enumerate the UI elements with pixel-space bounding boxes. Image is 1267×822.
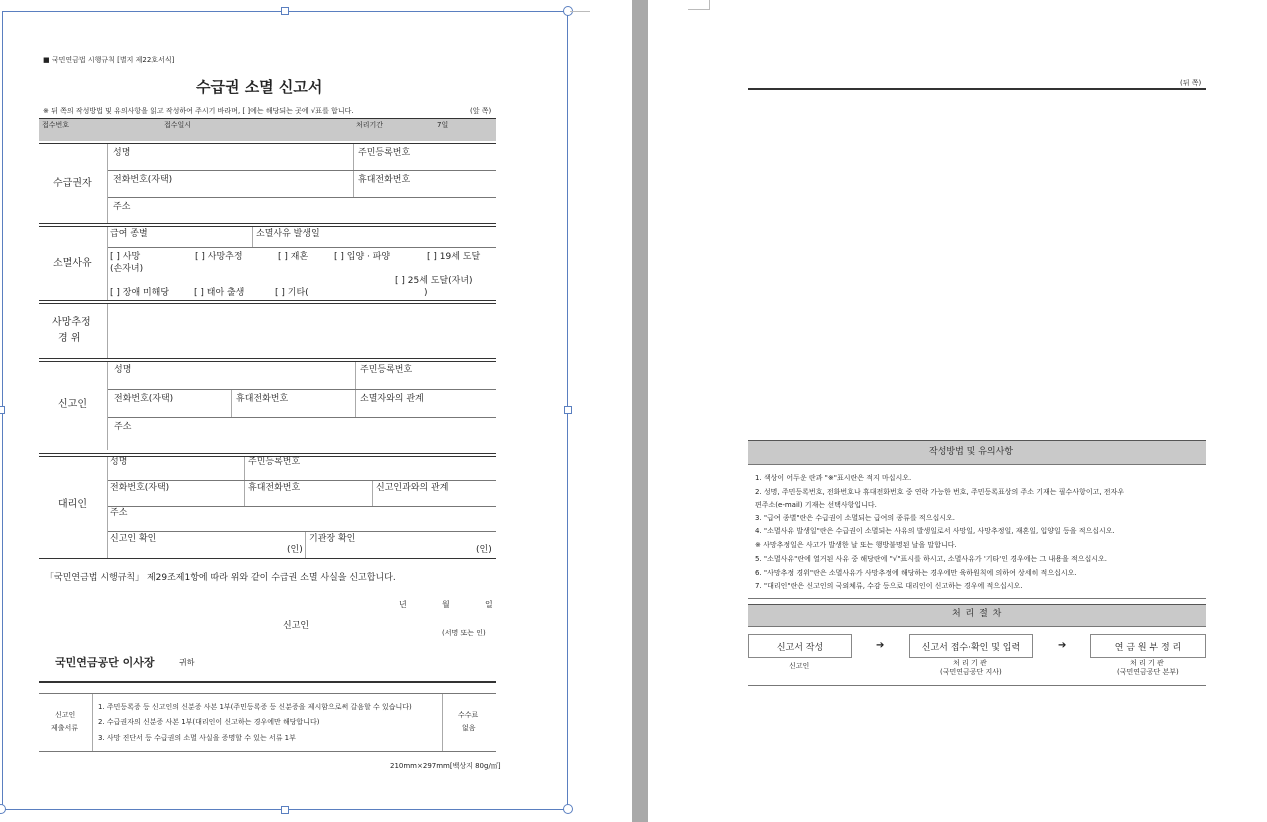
checkbox-other[interactable]: [ ] 기타( [275, 288, 309, 298]
rule [39, 300, 496, 301]
rule [748, 598, 1206, 599]
rule [92, 694, 93, 751]
agent-name-field[interactable]: 성명 [110, 457, 128, 467]
rule [107, 457, 108, 558]
rule [39, 681, 496, 683]
guide-item-2: 2. 성명, 주민등록번호, 전화번호나 휴대전화번호 중 연락 가능한 번호, 주민등록표상의 주소 기재는 필수사항이고, 전자우 [755, 488, 1125, 496]
form-title: 수급권 소멸 신고서 [196, 78, 323, 96]
guide-item-5: 5. "소멸사유"란에 열거된 사유 중 해당란에 "√"표시를 하시고, 소멸사유가 '기타'인 경우에는 그 내용을 적으십시오. [755, 555, 1108, 563]
checkbox-remarriage[interactable]: [ ] 재혼 [278, 252, 309, 262]
rule [305, 532, 306, 558]
rule [39, 223, 496, 224]
corner-crop-mark [688, 0, 710, 10]
checkbox-age19[interactable]: [ ] 19세 도달 [427, 252, 481, 262]
reporter-address-field[interactable]: 주소 [114, 422, 132, 432]
resize-handle-bottom-left[interactable] [0, 804, 6, 814]
benefit-type-field[interactable]: 급여 종별 [110, 229, 148, 239]
fee-value: 없음 [462, 724, 476, 732]
rule [355, 362, 356, 418]
rule [442, 694, 443, 751]
process-step-3-actor: 처 리 기 관 [1130, 659, 1164, 667]
declaration-text: 「국민연금법 시행규칙」 제29조제1항에 따라 위와 같이 수급권 소멸 사실을 신고합니다. [45, 573, 396, 583]
reporter-mobile-field[interactable]: 휴대전화번호 [236, 394, 289, 404]
rule [39, 358, 496, 359]
checkbox-presumed-death[interactable]: [ ] 사망추정 [195, 252, 243, 262]
rule [39, 751, 496, 752]
docs-item-1: 1. 주민등록증 등 신고인의 신분증 사본 1부(주민등록증 등 신분증을 제시함으로써 갈음할 수 있습니다) [98, 703, 412, 711]
rule [252, 227, 253, 247]
process-step-3-label: 연 금 원 부 정 리 [1114, 642, 1182, 653]
beneficiary-mobile-field[interactable]: 휴대전화번호 [358, 175, 411, 185]
checkbox-fetus-birth[interactable]: [ ] 태아 출생 [194, 288, 245, 298]
reporter-name-field[interactable]: 성명 [114, 365, 132, 375]
recipient-suffix: 귀하 [179, 658, 195, 667]
checkbox-death[interactable]: [ ] 사망 [110, 252, 141, 262]
agent-mobile-field[interactable]: 휴대전화번호 [248, 483, 301, 493]
docs-label-2: 제출서류 [51, 724, 79, 732]
process-step-3 [1090, 634, 1206, 658]
rule [39, 453, 496, 454]
rule [107, 304, 108, 358]
receipt-band [39, 118, 496, 141]
rule [107, 362, 108, 450]
presumed-death-label-1: 사망추정 [52, 317, 91, 328]
resize-handle-right[interactable] [564, 406, 572, 414]
beneficiary-label: 수급권자 [53, 178, 92, 189]
guide-item-1: 1. 색상이 어두운 란과 "※"표시란은 적지 마십시오. [755, 474, 912, 482]
agent-home-phone-field[interactable]: 전화번호(자택) [110, 483, 170, 493]
beneficiary-home-phone-field[interactable]: 전화번호(자택) [113, 175, 173, 185]
margin-guide [570, 11, 590, 12]
checkbox-disability[interactable]: [ ] 장애 미해당 [110, 288, 170, 298]
process-step-2-actor: 처 리 기 관 [953, 659, 987, 667]
beneficiary-name-field[interactable]: 성명 [113, 148, 131, 158]
date-year[interactable]: 년 [399, 600, 407, 609]
rule [107, 227, 108, 300]
agent-label: 대리인 [58, 499, 87, 510]
docs-item-3: 3. 사망 진단서 등 수급권의 소멸 사실을 증명할 수 있는 서류 1부 [98, 734, 296, 742]
process-title: 처 리 절 차 [952, 609, 1003, 619]
rule [107, 144, 108, 223]
rule [108, 506, 496, 507]
guide-item-2-cont: 편주소(e-mail) 기재는 선택사항입니다. [755, 501, 877, 509]
arrow-right-icon: ➔ [876, 640, 885, 651]
guide-item-3: 3. "급여 종별"란은 수급권이 소멸되는 급여의 종류를 적으십시오. [755, 514, 955, 522]
presumed-death-label-2: 경 위 [58, 333, 81, 344]
rule [372, 481, 373, 507]
rule [39, 558, 496, 559]
checkbox-adoption[interactable]: [ ] 입양 · 파양 [334, 252, 391, 262]
reporter-seal: (인) [287, 545, 303, 555]
page-side-back: (뒤 쪽) [1180, 79, 1202, 87]
page-gutter [632, 0, 648, 822]
extinction-date-field[interactable]: 소멸사유 발생일 [256, 229, 320, 239]
form-page-back [648, 0, 1267, 822]
form-instruction: ※ 뒤 쪽의 작성방법 및 유의사항을 읽고 작성하여 주시기 바라며, [ ]에는 해당되는 곳에 √표를 합니다. [43, 107, 354, 115]
rule [39, 693, 496, 694]
beneficiary-rrn-field[interactable]: 주민등록번호 [358, 148, 411, 158]
reporter-relation-field[interactable]: 소멸자와의 관계 [360, 394, 424, 404]
signer-note[interactable]: (서명 또는 인) [442, 629, 486, 637]
guide-item-6: 6. "사망추정 경위"란은 소멸사유가 사망추정에 해당하는 경우에만 육하원칙에 의하여 상세히 적으십시오. [755, 569, 1077, 577]
processing-period-value: 7일 [437, 121, 449, 129]
page-side-front: (앞 쪽) [470, 107, 492, 115]
processing-period-label: 처리기간 [356, 121, 384, 129]
docs-label-1: 신고인 [55, 711, 76, 719]
date-month[interactable]: 월 [442, 600, 450, 609]
rule [108, 417, 496, 418]
beneficiary-address-field[interactable]: 주소 [113, 202, 131, 212]
process-step-1-actor: 신고인 [789, 662, 810, 670]
process-step-1-label: 신고서 작성 [776, 642, 824, 653]
rule [108, 531, 496, 532]
rule [231, 390, 232, 418]
guide-title: 작성방법 및 유의사항 [929, 447, 1013, 457]
agent-address-field[interactable]: 주소 [110, 508, 128, 518]
form-page-front [0, 0, 632, 822]
reporter-confirm-field[interactable]: 신고인 확인 [110, 534, 157, 544]
reporter-home-phone-field[interactable]: 전화번호(자택) [114, 394, 174, 404]
extinction-label: 소멸사유 [53, 258, 92, 269]
rule [748, 685, 1206, 686]
guide-item-4-note: ※ 사망추정일은 사고가 발생한 날 또는 행방불명된 날을 말합니다. [755, 541, 957, 549]
rule [108, 247, 496, 248]
head-confirm-field[interactable]: 기관장 확인 [309, 534, 356, 544]
agent-relation-field[interactable]: 신고인과와의 관계 [376, 483, 449, 493]
rule [108, 170, 496, 171]
process-step-2 [909, 634, 1033, 658]
reporter-rrn-field[interactable]: 주민등록번호 [360, 365, 413, 375]
receipt-number-label: 접수번호 [42, 121, 70, 129]
rule [108, 197, 496, 198]
agent-rrn-field[interactable]: 주민등록번호 [248, 457, 301, 467]
resize-handle-bottom[interactable] [281, 806, 289, 814]
rule [39, 118, 496, 119]
receipt-date-label: 접수일시 [164, 121, 192, 129]
checkbox-age19-sub: (손자녀) [110, 264, 144, 274]
resize-handle-bottom-right[interactable] [563, 804, 573, 814]
process-step-1 [748, 634, 852, 658]
process-step-2-actor-sub: (국민연금공단 지사) [940, 668, 1002, 676]
resize-handle-left[interactable] [0, 406, 5, 414]
guide-item-7: 7. "대리인"란은 신고인의 국외체류, 수감 등으로 대리인이 신고하는 경우에 적으십시오. [755, 582, 1023, 590]
rule [748, 88, 1206, 90]
rule [244, 457, 245, 507]
signer-label: 신고인 [283, 621, 310, 631]
head-seal: (인) [476, 545, 492, 555]
reporter-label: 신고인 [58, 399, 87, 410]
guide-item-4: 4. "소멸사유 발생일"란은 수급권이 소멸되는 사유의 발생일로서 사망일, 사망추정일, 재혼일, 입양일 등을 적으십시오. [755, 527, 1115, 535]
recipient-name: 국민연금공단 이사장 [55, 656, 155, 669]
arrow-right-icon: ➔ [1058, 640, 1067, 651]
process-step-3-actor-sub: (국민연금공단 본부) [1117, 668, 1179, 676]
date-day[interactable]: 일 [485, 600, 493, 609]
process-step-2-label: 신고서 접수·확인 및 입력 [921, 642, 1021, 653]
docs-item-2: 2. 수급권자의 신분증 사본 1부(대리인이 신고하는 경우에만 해당합니다) [98, 718, 320, 726]
checkbox-other-close: ) [424, 288, 428, 298]
checkbox-age25[interactable]: [ ] 25세 도달(자녀) [395, 276, 473, 286]
form-header-note: ■ 국민연금법 시행규칙 [별지 제22호서식] [43, 56, 175, 64]
fee-label: 수수료 [458, 711, 479, 719]
paper-spec: 210mm×297mm[백상지 80g/㎡] [390, 762, 501, 770]
rule [108, 389, 496, 390]
rule [108, 480, 496, 481]
resize-handle-top[interactable] [281, 7, 289, 15]
